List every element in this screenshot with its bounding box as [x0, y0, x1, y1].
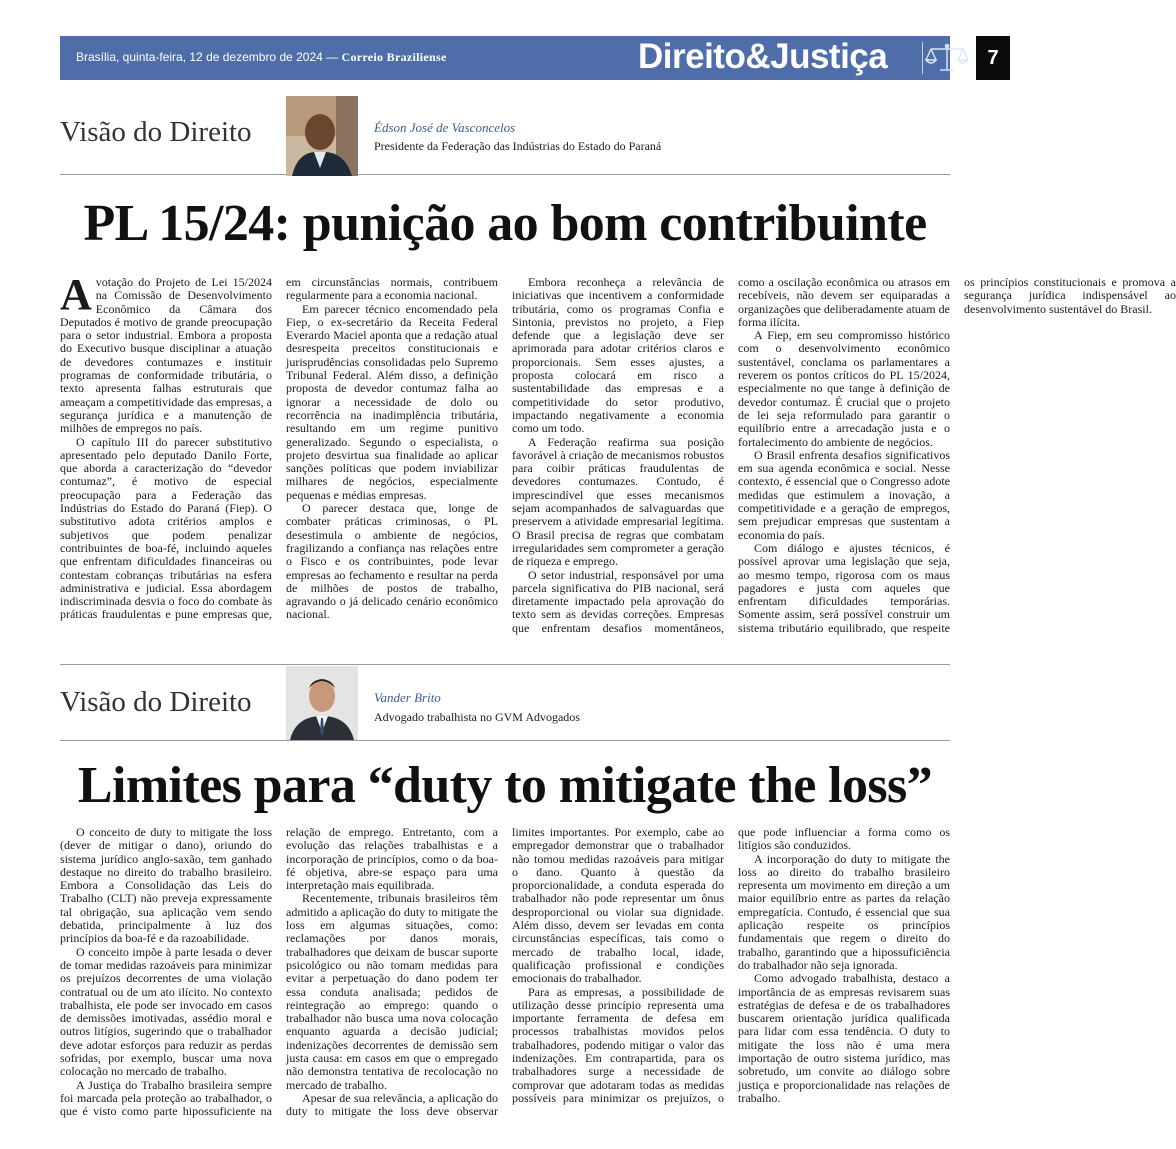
paragraph: O conceito impõe à parte lesada o dever de tomar medidas razoáveis para minimizar os prejuízos decorrentes de uma violação contratual ou de um ato ilícito. No contexto trabalhista, ele pode ser invocado em casos de demissões imotivadas, assédio moral e outros litígios, sugerindo que o trabalhador deve adotar esforços para reduzir as perdas sofridas, por exemplo, buscar uma nova colocação no mercado de trabalho. [60, 944, 272, 1079]
newspaper-name: Correio Braziliense [341, 50, 447, 64]
paragraph: Em parecer técnico encomendado pela Fiep, o ex-secretário da Receita Federal Everardo Maciel aponta que a redação atual desrespeita preceitos constitucionais e jurisprudências consolidadas pelo Supremo Tribunal Federal. Além disso, a definição proposta de devedor contumaz falha ao ignorar a necessidade de dolo ou recorrência na inadimplência tributária, resultando em um regime punitivo generalizado. Segundo o especialista, o projeto desvirtua sua finalidade ao aplicar sanções políticas que podem inviabilizar milhares de negócios, especialmente pequenas e médias empresas. [286, 301, 498, 502]
paragraph: Como advogado trabalhista, destaco a importância de as empresas revisarem suas estratégias de defesa e de os trabalhadores buscarem orientação jurídica qualificada para lidar com essa tendência. O duty to mitigate the loss não é uma mera importação de outro sistema jurídico, mas sobretudo, um convite ao diálogo sobre justiça e proporcionalidade nas relações de trabalho. [738, 971, 950, 1105]
paragraph: Avotação do Projeto de Lei 15/2024 na Comissão de Desenvolvimento Econômico da Câmara dos Deputados é motivo de grande preocupação para o setor industrial. Embora a proposta do Executivo busque disciplinar a atuação de devedores contumazes e instituir programas de conformidade tributária, o texto apresenta falhas estruturais que ameaçam a competitividade das empresas, a segurança jurídica e a manutenção de milhões de empregos no país. [60, 270, 272, 436]
column-label: Visão do Direito [60, 116, 252, 148]
section-title: Direito&Justiça [638, 37, 888, 76]
divider [60, 174, 950, 175]
page-number: 7 [976, 36, 1010, 80]
author-photo [286, 666, 358, 740]
paragraph: A Fiep, em seu compromisso histórico com o desenvolvimento econômico sustentável, conclama os parlamentares a reverem os pontos críticos do PL 15/2024, especialmente no que tange à definição de devedor contumaz. É crucial que o projeto de lei seja reformulado para garantir o equilíbrio entre a arrecadação justa e o fortalecimento do ambiente de negócios. [738, 328, 950, 449]
paragraph: O setor industrial, responsável por uma parcela significativa do PIB nacional, será diretamente impactado pela aprovação do texto sem as devidas correções. Empresas que enfrentam desafios momentâneos, como a oscilação econômica ou atrasos em recebíveis, não devem ser equiparadas a organizações que deliberadamente atuam de forma ilícita. [512, 275, 950, 635]
author-name: Édson José de Vasconcelos [374, 120, 516, 135]
date-text: Brasília, quinta-feira, 12 de dezembro de 2024 — [76, 50, 339, 64]
divider [60, 664, 950, 665]
paragraph: Apesar de sua relevância, a aplicação do duty to mitigate the loss deve observar limites importantes. Por exemplo, cabe ao empregador demonstrar que o trabalhador não tomou medidas razoáveis para mitigar o dano. Quanto à questão da proporcionalidade, a conduta esperada do trabalhador não pode representar um ônus desproporcional ou violar sua dignidade. Além disso, devem ser levadas em conta circunstâncias específicas, tais como o mercado de trabalho local, idade, qualificação profissional e condições emocionais do trabalhador. [286, 825, 724, 1119]
paragraph: A Federação reafirma sua posição favorável à criação de mecanismos robustos para coibir práticas fraudulentas de devedores contumazes. Contudo, é imprescindível que esses mecanismos sejam acompanhados de salvaguardas que preservem a atividade empresarial legítima. O Brasil precisa de regras que combatam irregularidades sem comprometer a geração de riqueza e emprego. [512, 434, 724, 569]
author-title: Advogado trabalhista no GVM Advogados [374, 710, 580, 724]
paragraph: O parecer destaca que, longe de combater práticas criminosas, o PL desestimula o ambiente de negócios, fragilizando a confiança nas relações entre o Fisco e os contribuintes, pode levar empresas ao fechamento e resultar na perda de milhões de postos de trabalho, agravando o já delicado cenário econômico nacional. [286, 501, 498, 622]
paragraph: A incorporação do duty to mitigate the loss ao direito do trabalho brasileiro representa um movimento em direção a um maior equilíbrio entre as partes da relação empregatícia. Contudo, é essencial que sua aplicação respeite os princípios fundamentais que regem o direito do trabalho, garantindo que a hipossuficiência do trabalhador não seja ignorada. [738, 851, 950, 972]
author-photo [286, 96, 358, 176]
paragraph: Recentemente, tribunais brasileiros têm admitido a aplicação do duty to mitigate the loss em algumas situações, como: reclamações por danos morais, trabalhadores que deixam de buscar suporte psicológico ou não tomam medidas para evitar a perpetuação do dano podem ter essa conduta analisada; pedidos de reintegração ao emprego: quando o trabalhador não busca uma nova colocação enquanto aguarda a decisão judicial; indenizações decorrentes de demissão sem justa causa: em casos em que o empregado não demonstra tentativa de recolocação no mercado de trabalho. [286, 891, 498, 1092]
paragraph: Embora reconheça a relevância de iniciativas que incentivem a conformidade tributária, como os programas Confia e Sintonia, previstos no projeto, a Fiep defende que a legislação deve ser aprimorada para adotar critérios claros e proporcionais. Sem esses ajustes, a proposta colocará em risco a sustentabilidade das empresas e a competitividade do setor produtivo, impactando negativamente a economia como um todo. [512, 275, 724, 436]
divider [60, 740, 950, 741]
article-body [60, 270, 1176, 648]
paragraph: O capítulo III do parecer substitutivo apresentado pelo deputado Danilo Forte, que aborda a caracterização do “devedor contumaz”, é motivo de especial preocupação para a Federação das Indústrias do Estado do Paraná (Fiep). O substitutivo adota critérios amplos e subjetivos que podem penalizar contribuintes de boa-fé, incluindo aqueles que enfrentam dificuldades financeiras ou contestam cobranças tributárias na esfera administrativa e judicial. Essa abordagem indiscriminada desvia o foco do combate às práticas fraudulentas e pune empresas que, em circunstâncias normais, contribuem regularmente para a economia nacional. [60, 275, 498, 622]
paragraph: Com diálogo e ajustes técnicos, é possível aprovar uma legislação que seja, ao mesmo tempo, rigorosa com os maus pagadores e justa com aqueles que enfrentam dificuldades temporárias. Somente assim, será possível construir um sistema tributário equilibrado, que respeite os princípios constitucionais e promova a segurança jurídica indispensável ao desenvolvimento sustentável do Brasil. [738, 275, 1176, 635]
article-body [60, 826, 950, 1122]
scales-of-justice-icon [922, 42, 971, 74]
headline: Limites para “duty to mitigate the loss” [77, 757, 933, 814]
author-title: Presidente da Federação das Indústrias do Estado do Paraná [374, 139, 662, 153]
paragraph: O conceito de duty to mitigate the loss (dever de mitigar o dano), oriundo do sistema jurídico anglo-saxão, tem ganhado destaque no direito do trabalho brasileiro. Embora a Consolidação das Leis do Trabalho (CLT) não preveja expressamente tal obrigação, sua aplicação vem sendo debatida, principalmente à luz dos princípios da boa-fé e da razoabilidade. [60, 825, 272, 946]
paragraph: Para as empresas, a possibilidade de utilização desse princípio representa uma importante ferramenta de defesa em processos trabalhistas movidos pelos trabalhadores, podendo mitigar o valor das indenizações. Em contrapartida, para os trabalhadores surge a necessidade de comprovar que adotaram todas as medidas possíveis para minimizar os prejuízos, o que pode influenciar a forma como os litígios são conduzidos. [512, 825, 950, 1105]
author-name: Vander Brito [374, 690, 441, 705]
section-header-bar [60, 36, 999, 80]
paragraph: A Justiça do Trabalho brasileira sempre foi marcada pela proteção ao trabalhador, o que é visto como parte hipossuficiente na relação de emprego. Entretanto, com a evolução das relações trabalhistas e a incorporação de princípios, como o da boa-fé objetiva, abre-se espaço para uma interpretação mais equilibrada. [60, 825, 498, 1119]
drop-cap: A [60, 270, 92, 319]
paragraph: O Brasil enfrenta desafios significativos em sua agenda econômica e social. Nesse contexto, é essencial que o Congresso adote medidas que estimulem a inovação, a competitividade e a geração de empregos, sem prejudicar empresas que sustentam a economia do país. [738, 447, 950, 542]
headline: PL 15/24: punição ao bom contribuinte [83, 195, 927, 252]
date-line [76, 50, 447, 65]
column-label: Visão do Direito [60, 686, 252, 718]
